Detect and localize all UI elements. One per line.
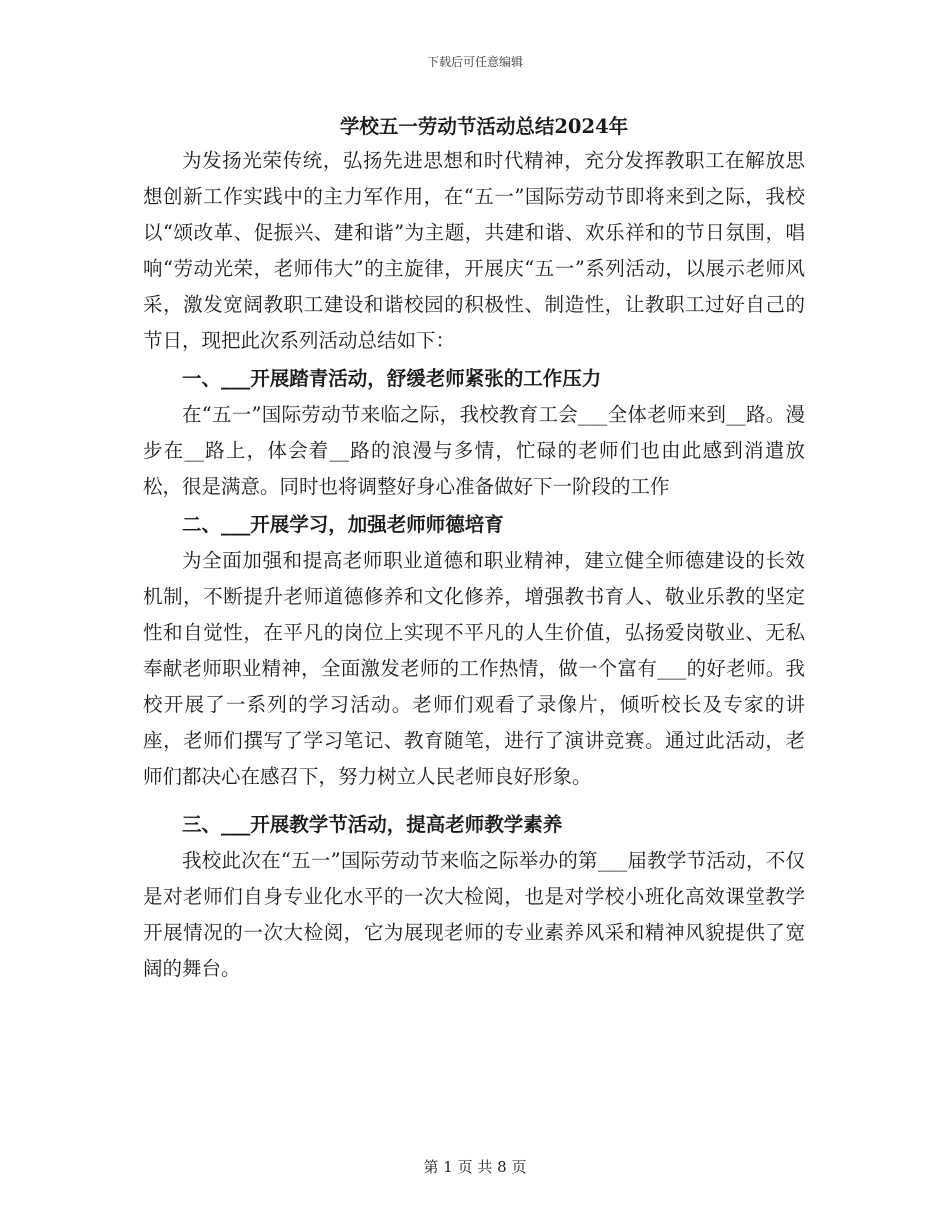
intro-paragraph: 为发扬光荣传统，弘扬先进思想和时代精神，充分发挥教职工在解放思想创新工作实践中的主力军作用，在“五一”国际劳动节即将来到之际，我校以“颂改革、促振兴、建和谐”为主题，共建和谐、欢乐祥和的节日氛围，唱响“劳动光荣，老师伟大”的主旋律，开展庆“五一”系列活动，以展示老师风采，激发宽阔教职工建设和谐校园的积极性、制造性，让教职工过好自己的节日，现把此次系列活动总结如下： [143, 149, 805, 352]
section-3-heading: 三、___开展教学节活动，提高老师教学素养 [182, 813, 563, 836]
section-3-paragraph: 我校此次在“五一”国际劳动节来临之际举办的第___届教学节活动，不仅是对老师们自身专业化水平的一次大检阅，也是对学校小班化高效课堂教学开展情况的一次大检阅，它为展现老师的专业素养风采和精神风貌提供了宽阔的舞台。 [143, 849, 805, 980]
section-1-heading: 一、___开展踏青活动，舒缓老师紧张的工作压力 [182, 367, 602, 390]
document-body [143, 112, 805, 987]
section-2-paragraph: 为全面加强和提高老师职业道德和职业精神，建立健全师德建设的长效机制，不断提升老师道德修养和文化修养，增强教书育人、敬业乐教的坚定性和自觉性，在平凡的岗位上实现不平凡的人生价值，弘扬爱岗敬业、无私奉献老师职业精神，全面激发老师的工作热情，做一个富有___的好老师。我校开展了一系列的学习活动。老师们观看了录像片，倾听校长及专家的讲座，老师们撰写了学习笔记、教育随笔，进行了演讲竞赛。通过此活动，老师们都决心在感召下，努力树立人民老师良好形象。 [143, 549, 805, 788]
document-title: 学校五一劳动节活动总结2024年 [339, 115, 629, 138]
section-1-paragraph: 在“五一”国际劳动节来临之际，我校教育工会___全体老师来到__路。漫步在__路上，体会着__路的浪漫与多情，忙碌的老师们也由此感到消遣放松，很是满意。同时也将调整好身心准备做好下一阶段的工作 [143, 403, 805, 498]
page-number: 第 1 页 共 8 页 [423, 1158, 527, 1176]
header-note: 下载后可任意编辑 [426, 55, 523, 69]
section-2-heading: 二、___开展学习，加强老师师德培育 [182, 513, 504, 536]
